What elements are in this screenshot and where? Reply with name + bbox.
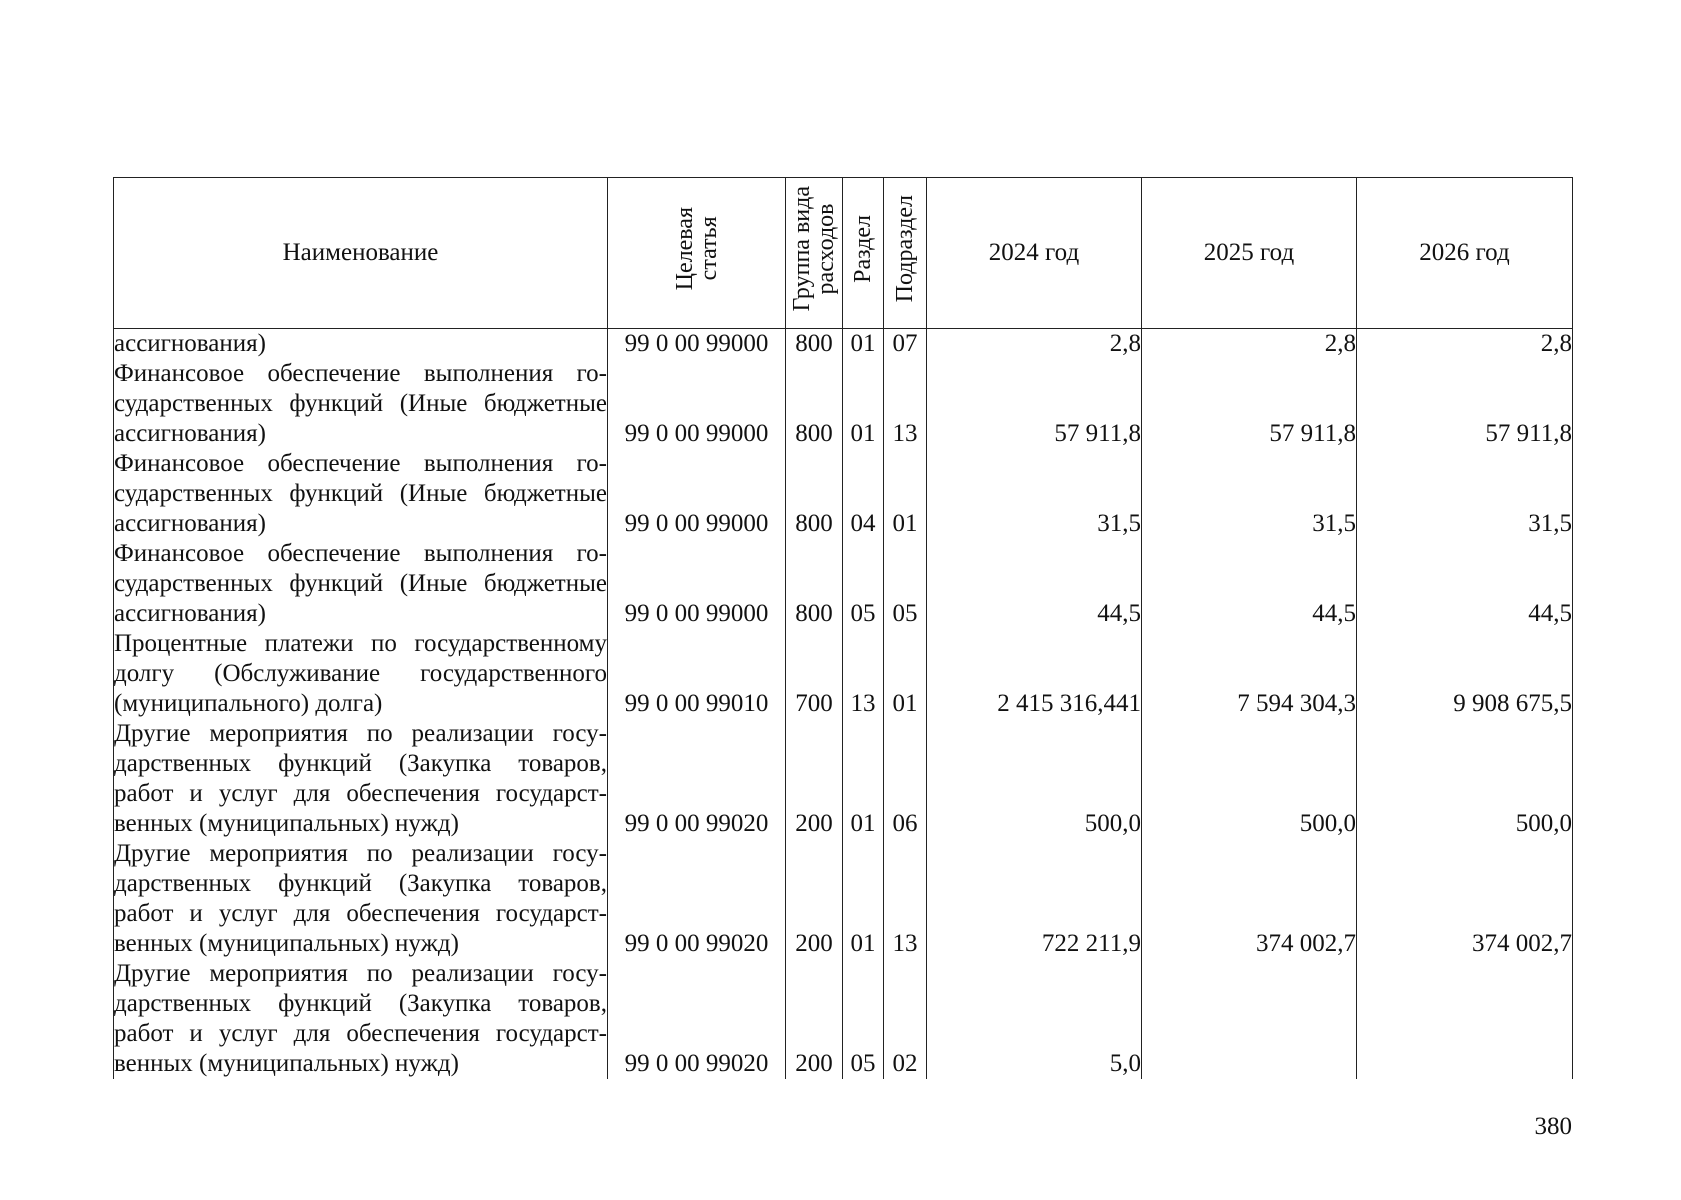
row-target-article: 99 0 00 99020 <box>608 839 786 959</box>
page-number: 380 <box>1534 1113 1572 1140</box>
table-row <box>114 629 1573 719</box>
row-2025: 31,5 <box>1142 449 1357 539</box>
budget-table <box>113 177 1573 1079</box>
row-target-article: 99 0 00 99010 <box>608 629 786 719</box>
header-2025: 2025 год <box>1142 178 1357 329</box>
header-subsection <box>884 178 927 329</box>
row-2025: 7 594 304,3 <box>1142 629 1357 719</box>
row-expense-group: 200 <box>786 719 843 839</box>
header-expense-group-label: Группа вида расходов <box>789 186 839 312</box>
row-expense-group: 800 <box>786 449 843 539</box>
row-subsection: 07 <box>884 329 927 360</box>
table-row <box>114 719 1573 839</box>
table-row <box>114 839 1573 959</box>
row-target-article: 99 0 00 99000 <box>608 359 786 449</box>
row-subsection: 02 <box>884 959 927 1079</box>
row-2026: 374 002,7 <box>1357 839 1573 959</box>
row-section: 01 <box>843 839 884 959</box>
row-2026: 31,5 <box>1357 449 1573 539</box>
row-2025: 374 002,7 <box>1142 839 1357 959</box>
row-subsection: 01 <box>884 629 927 719</box>
table-row <box>114 329 1573 360</box>
row-2024: 31,5 <box>927 449 1142 539</box>
row-subsection: 06 <box>884 719 927 839</box>
row-subsection: 13 <box>884 359 927 449</box>
row-expense-group: 700 <box>786 629 843 719</box>
row-2025: 57 911,8 <box>1142 359 1357 449</box>
row-2026: 500,0 <box>1357 719 1573 839</box>
row-expense-group: 800 <box>786 539 843 629</box>
row-name: Другие мероприятия по реализации государственных функций (Закупка товаров, работ и услуг для обеспечения государственных (муниципальных) нужд) <box>114 960 607 1077</box>
header-name: Наименование <box>114 178 608 329</box>
row-section: 01 <box>843 359 884 449</box>
row-2026: 2,8 <box>1357 329 1573 360</box>
table-row <box>114 449 1573 539</box>
header-target-article-label: Целевая статья <box>671 207 722 291</box>
header-section <box>843 178 884 329</box>
header-2024: 2024 год <box>927 178 1142 329</box>
row-name: ассигнования) <box>114 329 608 360</box>
row-name: Финансовое обеспечение выполнения государственных функций (Иные бюджетные ассигнования) <box>114 360 607 447</box>
header-expense-group <box>786 178 843 329</box>
row-2025: 500,0 <box>1142 719 1357 839</box>
row-2026: 57 911,8 <box>1357 359 1573 449</box>
row-subsection: 05 <box>884 539 927 629</box>
row-section: 13 <box>843 629 884 719</box>
row-subsection: 01 <box>884 449 927 539</box>
header-row <box>114 178 1573 329</box>
table-row <box>114 959 1573 1079</box>
row-target-article: 99 0 00 99000 <box>608 449 786 539</box>
row-2024: 44,5 <box>927 539 1142 629</box>
row-section: 01 <box>843 719 884 839</box>
row-name: Процентные платежи по государственному долгу (Обслуживание государственного (муниципального) долга) <box>114 630 607 717</box>
row-section: 01 <box>843 329 884 360</box>
row-section: 04 <box>843 449 884 539</box>
header-2026: 2026 год <box>1357 178 1573 329</box>
row-expense-group: 800 <box>786 359 843 449</box>
row-2026: 9 908 675,5 <box>1357 629 1573 719</box>
row-section: 05 <box>843 959 884 1079</box>
header-subsection-label: Подраздел <box>892 195 918 303</box>
row-subsection: 13 <box>884 839 927 959</box>
row-expense-group: 200 <box>786 959 843 1079</box>
row-name: Другие мероприятия по реализации государственных функций (Закупка товаров, работ и услуг для обеспечения государственных (муниципальных) нужд) <box>114 720 607 837</box>
row-2024: 5,0 <box>927 959 1142 1079</box>
row-expense-group: 200 <box>786 839 843 959</box>
table-row <box>114 539 1573 629</box>
header-target-article <box>608 178 786 329</box>
row-target-article: 99 0 00 99020 <box>608 959 786 1079</box>
table-row <box>114 359 1573 449</box>
row-2025: 2,8 <box>1142 329 1357 360</box>
row-name: Другие мероприятия по реализации государственных функций (Закупка товаров, работ и услуг для обеспечения государственных (муниципальных) нужд) <box>114 840 607 957</box>
row-2024: 2,8 <box>927 329 1142 360</box>
row-target-article: 99 0 00 99000 <box>608 329 786 360</box>
row-2024: 722 211,9 <box>927 839 1142 959</box>
row-2026 <box>1357 959 1573 1079</box>
row-section: 05 <box>843 539 884 629</box>
row-expense-group: 800 <box>786 329 843 360</box>
row-2024: 57 911,8 <box>927 359 1142 449</box>
row-2026: 44,5 <box>1357 539 1573 629</box>
row-target-article: 99 0 00 99020 <box>608 719 786 839</box>
row-name: Финансовое обеспечение выполнения государственных функций (Иные бюджетные ассигнования) <box>114 450 607 537</box>
row-target-article: 99 0 00 99000 <box>608 539 786 629</box>
header-section-label: Раздел <box>850 215 876 283</box>
row-2025 <box>1142 959 1357 1079</box>
row-2025: 44,5 <box>1142 539 1357 629</box>
row-name: Финансовое обеспечение выполнения государственных функций (Иные бюджетные ассигнования) <box>114 540 607 627</box>
row-2024: 2 415 316,441 <box>927 629 1142 719</box>
row-2024: 500,0 <box>927 719 1142 839</box>
